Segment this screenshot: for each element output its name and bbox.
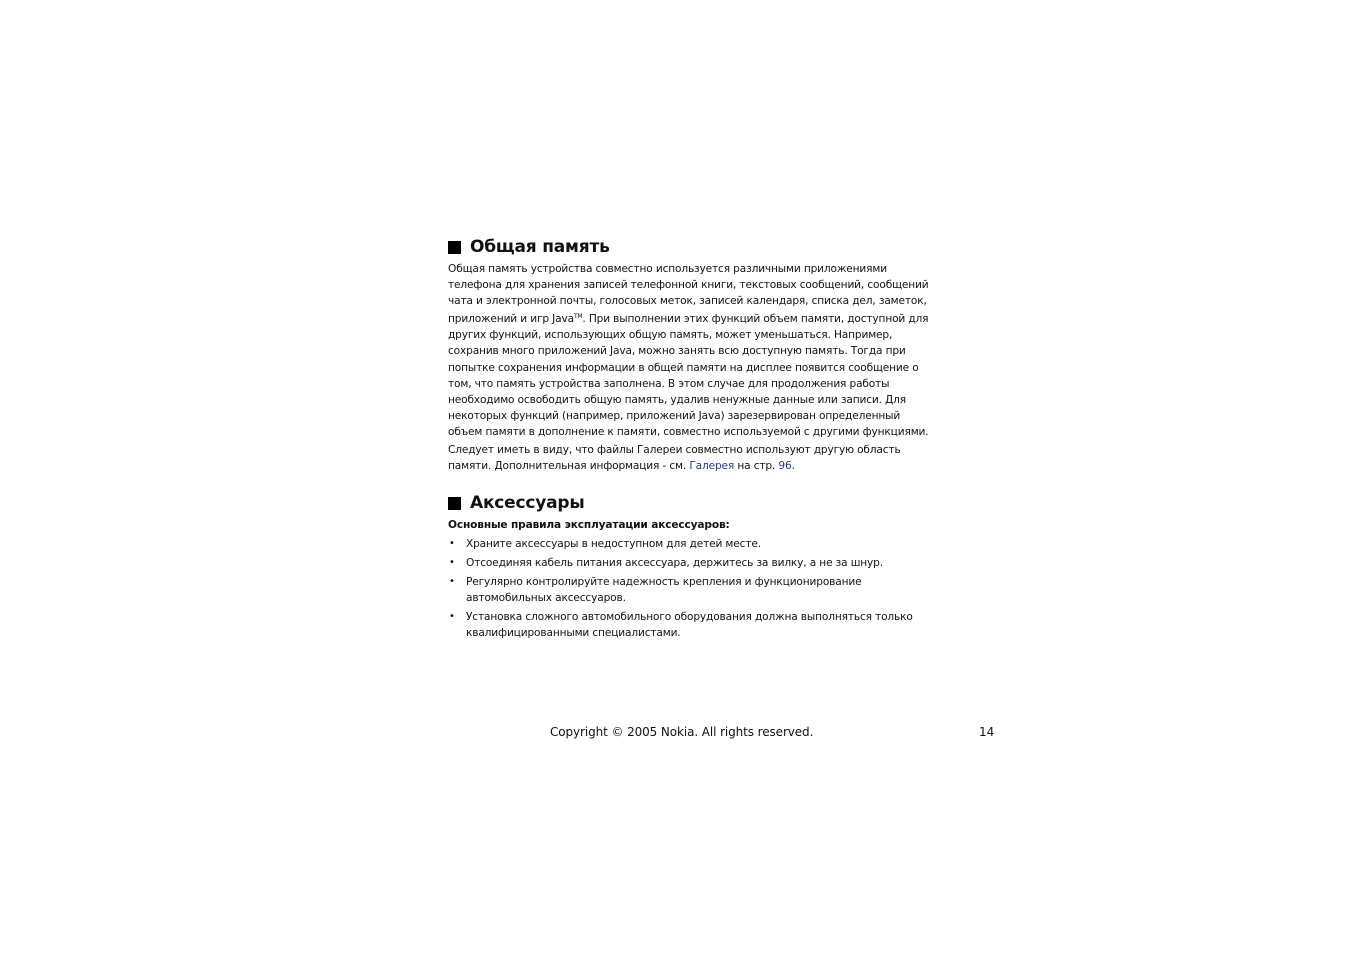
bullet-icon: • bbox=[449, 611, 455, 623]
paragraph-gallery-note bbox=[448, 442, 908, 474]
text-fragment: . При выполнении этих функций объем памяти, доступной для bbox=[582, 313, 929, 326]
text-line: Храните аксессуары в недоступном для детей месте. bbox=[466, 538, 761, 551]
bullet-icon: • bbox=[449, 557, 455, 569]
page-footer bbox=[0, 722, 1351, 742]
section-title: Общая память bbox=[470, 237, 610, 257]
text-line: Следует иметь в виду, что файлы Галереи совместно используют другую область bbox=[448, 444, 901, 457]
text-line: телефона для хранения записей телефонной книги, текстовых сообщений, сообщений bbox=[448, 279, 929, 292]
list-item bbox=[448, 536, 908, 552]
text-line: чата и электронной почты, голосовых меток, записей календаря, списка дел, заметок, bbox=[448, 295, 927, 308]
page-content bbox=[448, 236, 929, 644]
text-fragment: памяти. Дополнительная информация - см. bbox=[448, 460, 690, 473]
bullet-icon: • bbox=[449, 538, 455, 550]
section-heading-accessories bbox=[448, 492, 908, 514]
text-line: необходимо освободить общую память, удалив ненужные данные или записи. Для bbox=[448, 393, 907, 406]
text-line bbox=[448, 458, 908, 474]
heading-square-icon bbox=[448, 497, 461, 510]
text-fragment: приложений и игр Java bbox=[448, 313, 574, 326]
text-line: сохранив много приложений Java, можно занять всю доступную память. Тогда при bbox=[448, 345, 906, 358]
paragraph-shared-memory bbox=[448, 261, 929, 440]
text-line: том, что память устройства заполнена. В этом случае для продолжения работы bbox=[448, 377, 890, 390]
copyright-notice: Copyright © 2005 Nokia. All rights reserved. bbox=[550, 725, 814, 739]
section-heading-shared-memory bbox=[448, 236, 908, 258]
text-line: попытке сохранения информации в общей памяти на дисплее появится сообщение о bbox=[448, 361, 919, 374]
text-line: квалифицированными специалистами. bbox=[466, 627, 681, 640]
heading-square-icon bbox=[448, 241, 461, 254]
accessories-bullet-list bbox=[448, 536, 913, 641]
list-item bbox=[448, 609, 913, 641]
text-fragment: . bbox=[791, 460, 795, 473]
text-line: Установка сложного автомобильного оборудования должна выполняться только bbox=[466, 611, 913, 624]
list-item bbox=[448, 555, 908, 571]
accessories-subheading: Основные правила эксплуатации аксессуаров: bbox=[448, 519, 730, 532]
text-line: Регулярно контролируйте надежность крепления и функционирование bbox=[466, 576, 862, 589]
text-line bbox=[448, 309, 929, 327]
text-line: некоторых функций (например, приложений Java) зарезервирован определенный bbox=[448, 409, 901, 422]
list-item bbox=[448, 574, 908, 606]
accessories-section bbox=[448, 492, 913, 641]
text-line: Отсоединяя кабель питания аксессуара, держитесь за вилку, а не за шнур. bbox=[466, 557, 883, 570]
page-number: 14 bbox=[979, 725, 995, 739]
bullet-icon: • bbox=[449, 576, 455, 588]
page-96-link[interactable]: 96 bbox=[778, 460, 792, 473]
text-line: автомобильных аксессуаров. bbox=[466, 592, 626, 605]
trademark-mark: TM bbox=[573, 313, 583, 321]
text-line: Общая память устройства совместно используется различными приложениями bbox=[448, 263, 887, 275]
text-fragment: на стр. bbox=[734, 460, 779, 473]
text-line: объем памяти в дополнение к памяти, совместно используемой с другими функциями. bbox=[448, 425, 929, 438]
text-line: других функций, использующих общую память, может уменьшаться. Например, bbox=[448, 329, 893, 342]
gallery-link[interactable]: Галерея bbox=[689, 460, 735, 473]
section-title: Аксессуары bbox=[470, 493, 585, 514]
